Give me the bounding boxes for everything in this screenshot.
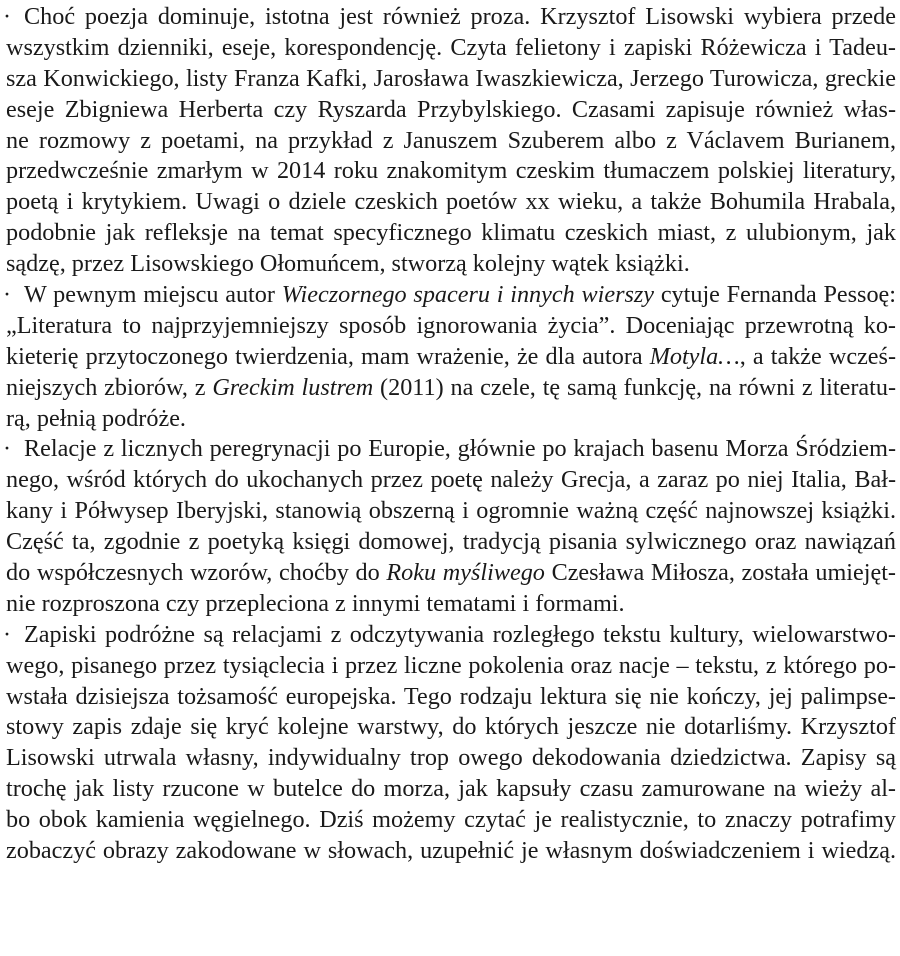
text-line: nie rozproszona czy przepleciona z innymi tematami i formami.	[6, 589, 625, 617]
text-line: kany i Półwysep Iberyjski, stanowią obszerną i ogromnie ważną część najnowszej książki.	[6, 497, 896, 525]
text-line: Choć poezja dominuje, istotna jest również proza. Krzysztof Lisowski wybiera przede	[24, 3, 896, 30]
text-line: do współczesnych wzorów, choćby do Roku myśliwego Czesława Miłosza, została umiejęt-	[6, 559, 896, 587]
text-line: W pewnym miejscu autor Wieczornego spaceru i innych wierszy cytuje Fernanda Pessoę:	[24, 281, 897, 309]
text-line: Lisowski utrwala własny, indywidualny trop owego dekodowania dziedzictwa. Zapisy są	[6, 744, 896, 772]
text-line: stowy zapis zdaje się kryć kolejne warstwy, do których jeszcze nie dotarliśmy. Krzysztof	[6, 713, 896, 741]
text-line: eseje Zbigniewa Herberta czy Ryszarda Przybylskiego. Czasami zapisuje również włas-	[6, 95, 896, 123]
paragraph-3	[0, 434, 900, 619]
text-line: trochę jak listy rzucone w butelce do morza, jak kapsuły czasu zamurowane na wieży al-	[6, 775, 896, 803]
italic-title: Roku myśliwego	[386, 559, 545, 587]
text-line: Część ta, zgodnie z poetyką księgi domowej, tradycją pisania sylwicznego oraz nawiązań	[6, 528, 896, 556]
text-line: sza Konwickiego, listy Franza Kafki, Jarosława Iwaszkiewicza, Jerzego Turowicza, greckie	[6, 64, 896, 92]
bullet-marker: ·	[3, 282, 11, 309]
text-line: podobnie jak refleksje na temat specyficznego klimatu czeskich miast, z ulubionym, jak	[6, 219, 896, 247]
text-line: ne rozmowy z poetami, na przykład z Januszem Szuberem albo z Václavem Burianem,	[6, 126, 896, 154]
text-line: kieterię przytoczonego twierdzenia, mam wrażenie, że dla autora Motyla…, a także wcześ-	[6, 342, 897, 370]
text-line: rą, pełnią podróże.	[6, 404, 186, 432]
text-line: poetą i krytykiem. Uwagi o dziele czeskich poetów xx wieku, a także Bohumila Hrabala,	[6, 188, 896, 216]
bullet-marker: ·	[3, 436, 11, 463]
text-line: niejszych zbiorów, z Greckim lustrem (2011) na czele, tę samą funkcję, na równi z literatu-	[6, 373, 897, 401]
text-line: Zapiski podróżne są relacjami z odczytywania rozległego tekstu kultury, wielowarstwo-	[24, 620, 896, 648]
paragraph-1	[0, 2, 900, 280]
bullet-marker: ·	[3, 4, 11, 30]
text-line: wstała dzisiejsza tożsamość europejska. Tego rodzaju lektura się nie kończy, jej palimpse-	[6, 682, 896, 710]
text-line: „Literatura to najprzyjemniejszy sposób ignorowania życia”. Doceniając przewrotną ko-	[6, 311, 896, 339]
document-page	[0, 2, 900, 867]
italic-title: Wieczornego spaceru i innych wierszy	[281, 281, 655, 309]
italic-title: Greckim lustrem	[212, 373, 374, 401]
paragraph-2	[0, 280, 900, 434]
text-line: Relacje z licznych peregrynacji po Europie, głównie po krajach basenu Morza Śródziem-	[24, 435, 896, 463]
paragraph-4	[0, 620, 900, 867]
text-line: bo obok kamienia węgielnego. Dziś możemy czytać je realistycznie, to znaczy potrafimy	[6, 806, 896, 834]
text-line: sądzę, przez Lisowskiego Ołomuńcem, stworzą kolejny wątek książki.	[6, 250, 690, 278]
italic-title: Motyla…	[649, 342, 740, 370]
text-line: nego, wśród których do ukochanych przez poetę należy Grecja, a zaraz po niej Italia, Bał-	[6, 466, 896, 494]
text-line: wego, pisanego przez tysiąclecia i przez liczne pokolenia oraz nacje – tekstu, z którego po-	[6, 651, 896, 679]
bullet-marker: ·	[3, 621, 11, 648]
text-line: przedwcześnie zmarłym w 2014 roku znakomitym czeskim tłumaczem polskiej literatury,	[6, 157, 896, 185]
text-line: wszystkim dzienniki, eseje, korespondencję. Czyta felietony i zapiski Różewicza i Tadeu-	[6, 33, 896, 61]
text-line: zobaczyć obrazy zakodowane w słowach, uzupełnić je własnym doświadczeniem i wiedzą.	[6, 837, 896, 865]
